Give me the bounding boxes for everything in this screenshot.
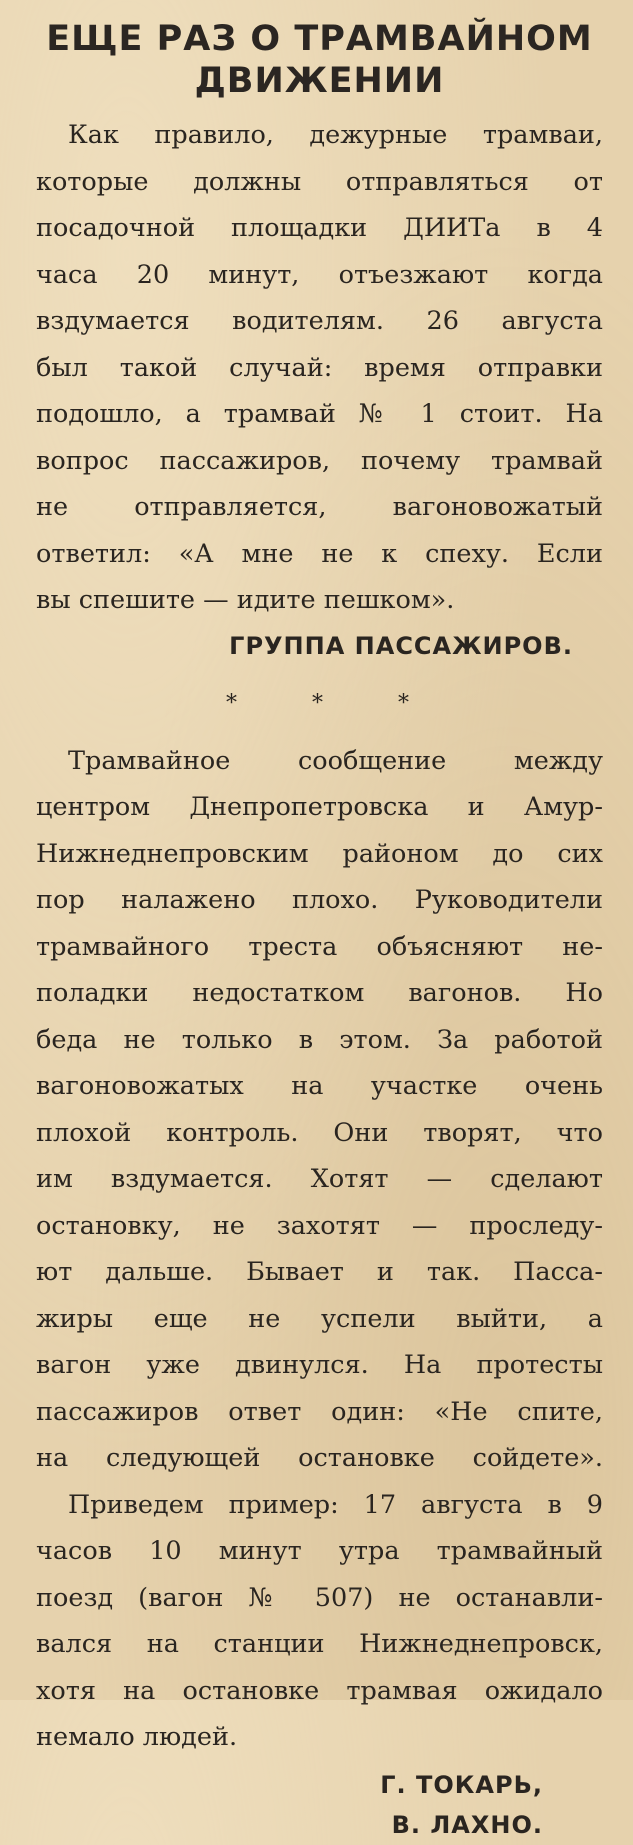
signature-authors <box>36 1765 603 1845</box>
text-line: пор налажено плохо. Руководители <box>36 885 603 915</box>
text-line: хотя на остановке трамвая ожидало <box>36 1675 603 1706</box>
text-line: был такой случай: время отправки <box>36 352 603 383</box>
signature-group-passengers: ГРУППА ПАССАЖИРОВ. <box>229 631 573 660</box>
text-line: беда не только в этом. За работой <box>36 1024 603 1055</box>
text-line: плохой контроль. Они творят, что <box>36 1117 603 1148</box>
text-line: вался на станции Нижнеднепровск, <box>36 1629 603 1659</box>
author-name: Г. ТОКАРЬ, <box>380 1770 543 1799</box>
text-line: ют дальше. Бывает и так. Пасса- <box>36 1257 603 1287</box>
text-line: часов 10 минут утра трамвайный <box>36 1536 603 1566</box>
text-line: ответил: «А мне не к спеху. Если <box>36 538 603 569</box>
section-separator: * * * <box>226 690 443 716</box>
text-line: Нижнеднепровским районом до сих <box>36 838 603 869</box>
text-line: часа 20 минут, отъезжают когда <box>36 259 603 290</box>
text-line: остановку, не захотят — проследу- <box>36 1210 603 1241</box>
text-line: поезд (вагон № 507) не останавли- <box>36 1582 603 1613</box>
text-line: подошло, а трамвай № 1 стоит. На <box>36 399 603 429</box>
author-name: В. ЛАХНО. <box>391 1810 543 1839</box>
text-line: вздумается водителям. 26 августа <box>36 306 603 336</box>
text-line: вагон уже двинулся. На протесты <box>36 1350 603 1380</box>
text-line: вопрос пассажиров, почему трамвай <box>36 445 603 476</box>
text-line: Приведем пример: 17 августа в 9 <box>68 1489 603 1520</box>
text-line: жиры еще не успели выйти, а <box>36 1303 603 1334</box>
text-line: Как правило, дежурные трамваи, <box>68 120 603 150</box>
headline-line: ДВИЖЕНИИ <box>194 61 445 101</box>
text-line: не отправляется, вагоновожатый <box>36 492 603 522</box>
text-line: им вздумается. Хотят — сделают <box>36 1164 603 1194</box>
headline <box>36 18 603 102</box>
text-line: вагоновожатых на участке очень <box>36 1071 603 1101</box>
text-line: пассажиров ответ один: «Не спите, <box>36 1396 603 1427</box>
text-line: которые должны отправляться от <box>36 166 603 197</box>
text-line: на следующей остановке сойдете». <box>36 1443 603 1473</box>
section-2 <box>36 738 603 1482</box>
text-line: вы спешите — идите пешком». <box>36 585 455 615</box>
section-3 <box>36 1482 603 1761</box>
text-line: поладки недостатком вагонов. Но <box>36 978 603 1008</box>
text-line: трамвайного треста объясняют не- <box>36 931 603 962</box>
headline-line: ЕЩЕ РАЗ О ТРАМВАЙНОМ <box>46 19 593 59</box>
text-line: посадочной площадки ДИИТа в 4 <box>36 213 603 243</box>
text-line: Трамвайное сообщение между <box>68 745 603 776</box>
section-1 <box>36 112 603 624</box>
text-line: центром Днепропетровска и Амур- <box>36 792 603 822</box>
text-line: немало людей. <box>36 1722 238 1752</box>
